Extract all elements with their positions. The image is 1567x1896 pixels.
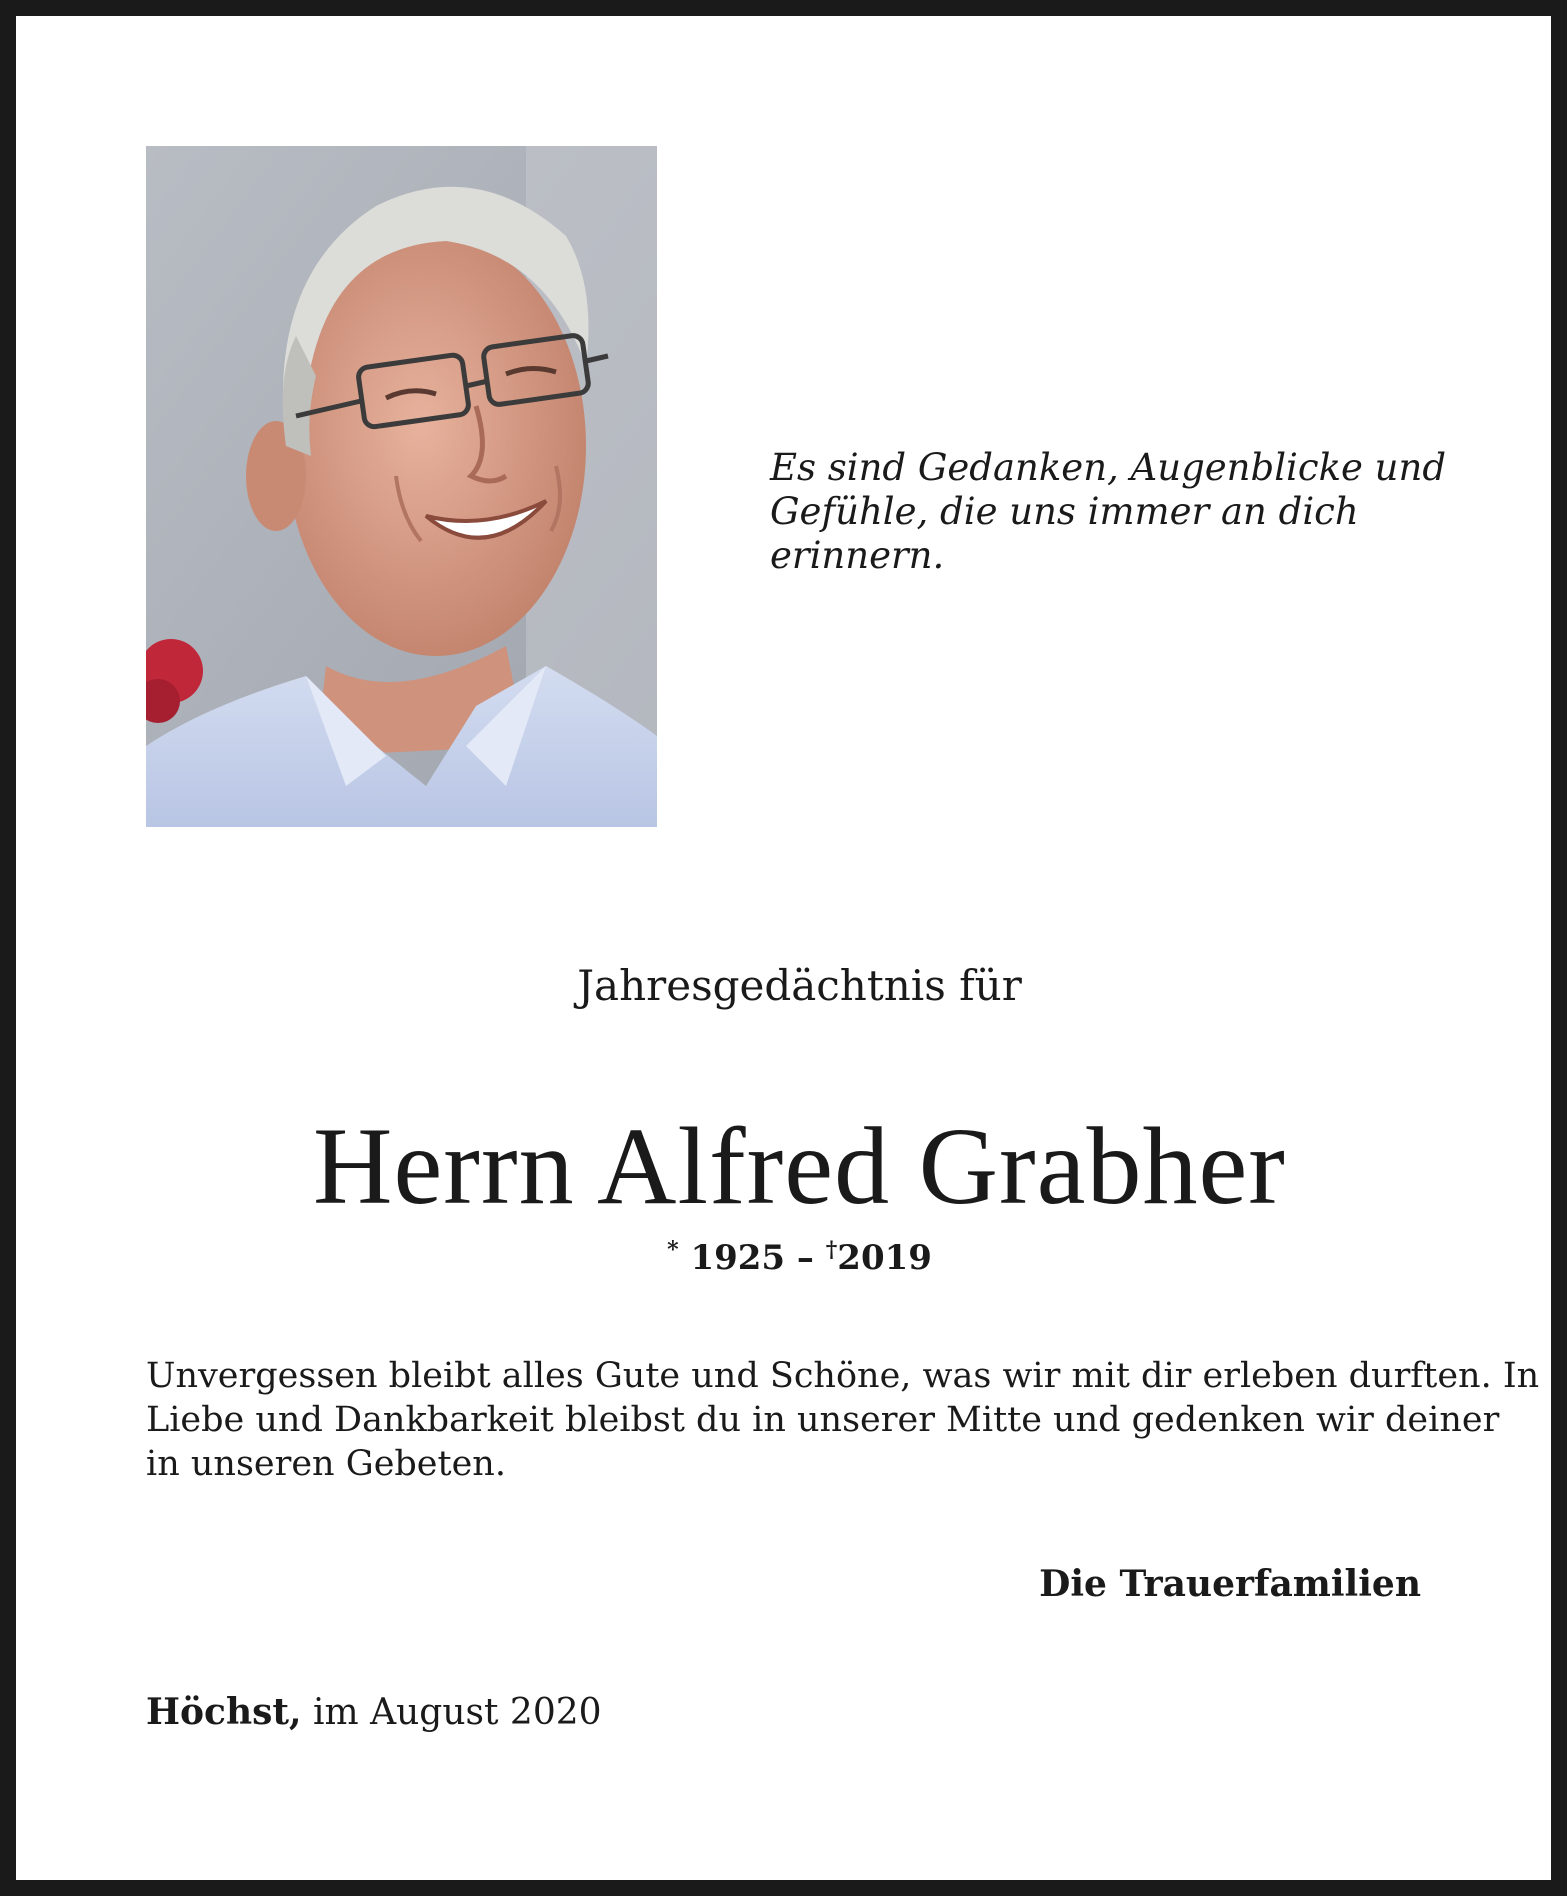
quote-line-1: Es sind Gedanken, Augenblicke und (770, 446, 1447, 489)
life-dates (16, 1228, 1567, 1280)
message-line-3: in unseren Gebeten. (146, 1444, 506, 1484)
death-year: 2019 (837, 1238, 932, 1278)
deceased-name: Herrn Alfred Grabher (313, 1105, 1286, 1227)
memorial-intro: Jahresgedächtnis für (577, 961, 1022, 1010)
birth-symbol: * (667, 1237, 679, 1263)
death-symbol: † (825, 1237, 838, 1263)
message-line-1: Unvergessen bleibt alles Gute und Schöne, was wir mit dir erleben durften. In (146, 1356, 1540, 1396)
date-separator: – (796, 1238, 814, 1278)
birth-year: 1925 (690, 1238, 786, 1278)
portrait-photo (146, 146, 657, 827)
quote-line-2: Gefühle, die uns immer an dich erinnern. (770, 490, 1359, 577)
place-and-date (146, 1689, 602, 1736)
memorial-quote (770, 446, 1490, 578)
memorial-message (146, 1354, 1540, 1486)
publication-date: im August 2020 (313, 1692, 602, 1733)
place-name: Höchst, (146, 1691, 302, 1733)
portrait-photo-icon (146, 146, 657, 827)
family-signature: Die Trauerfamilien (1039, 1563, 1421, 1605)
message-line-2: Liebe und Dankbarkeit bleibst du in unserer Mitte und gedenken wir deiner (146, 1400, 1500, 1440)
